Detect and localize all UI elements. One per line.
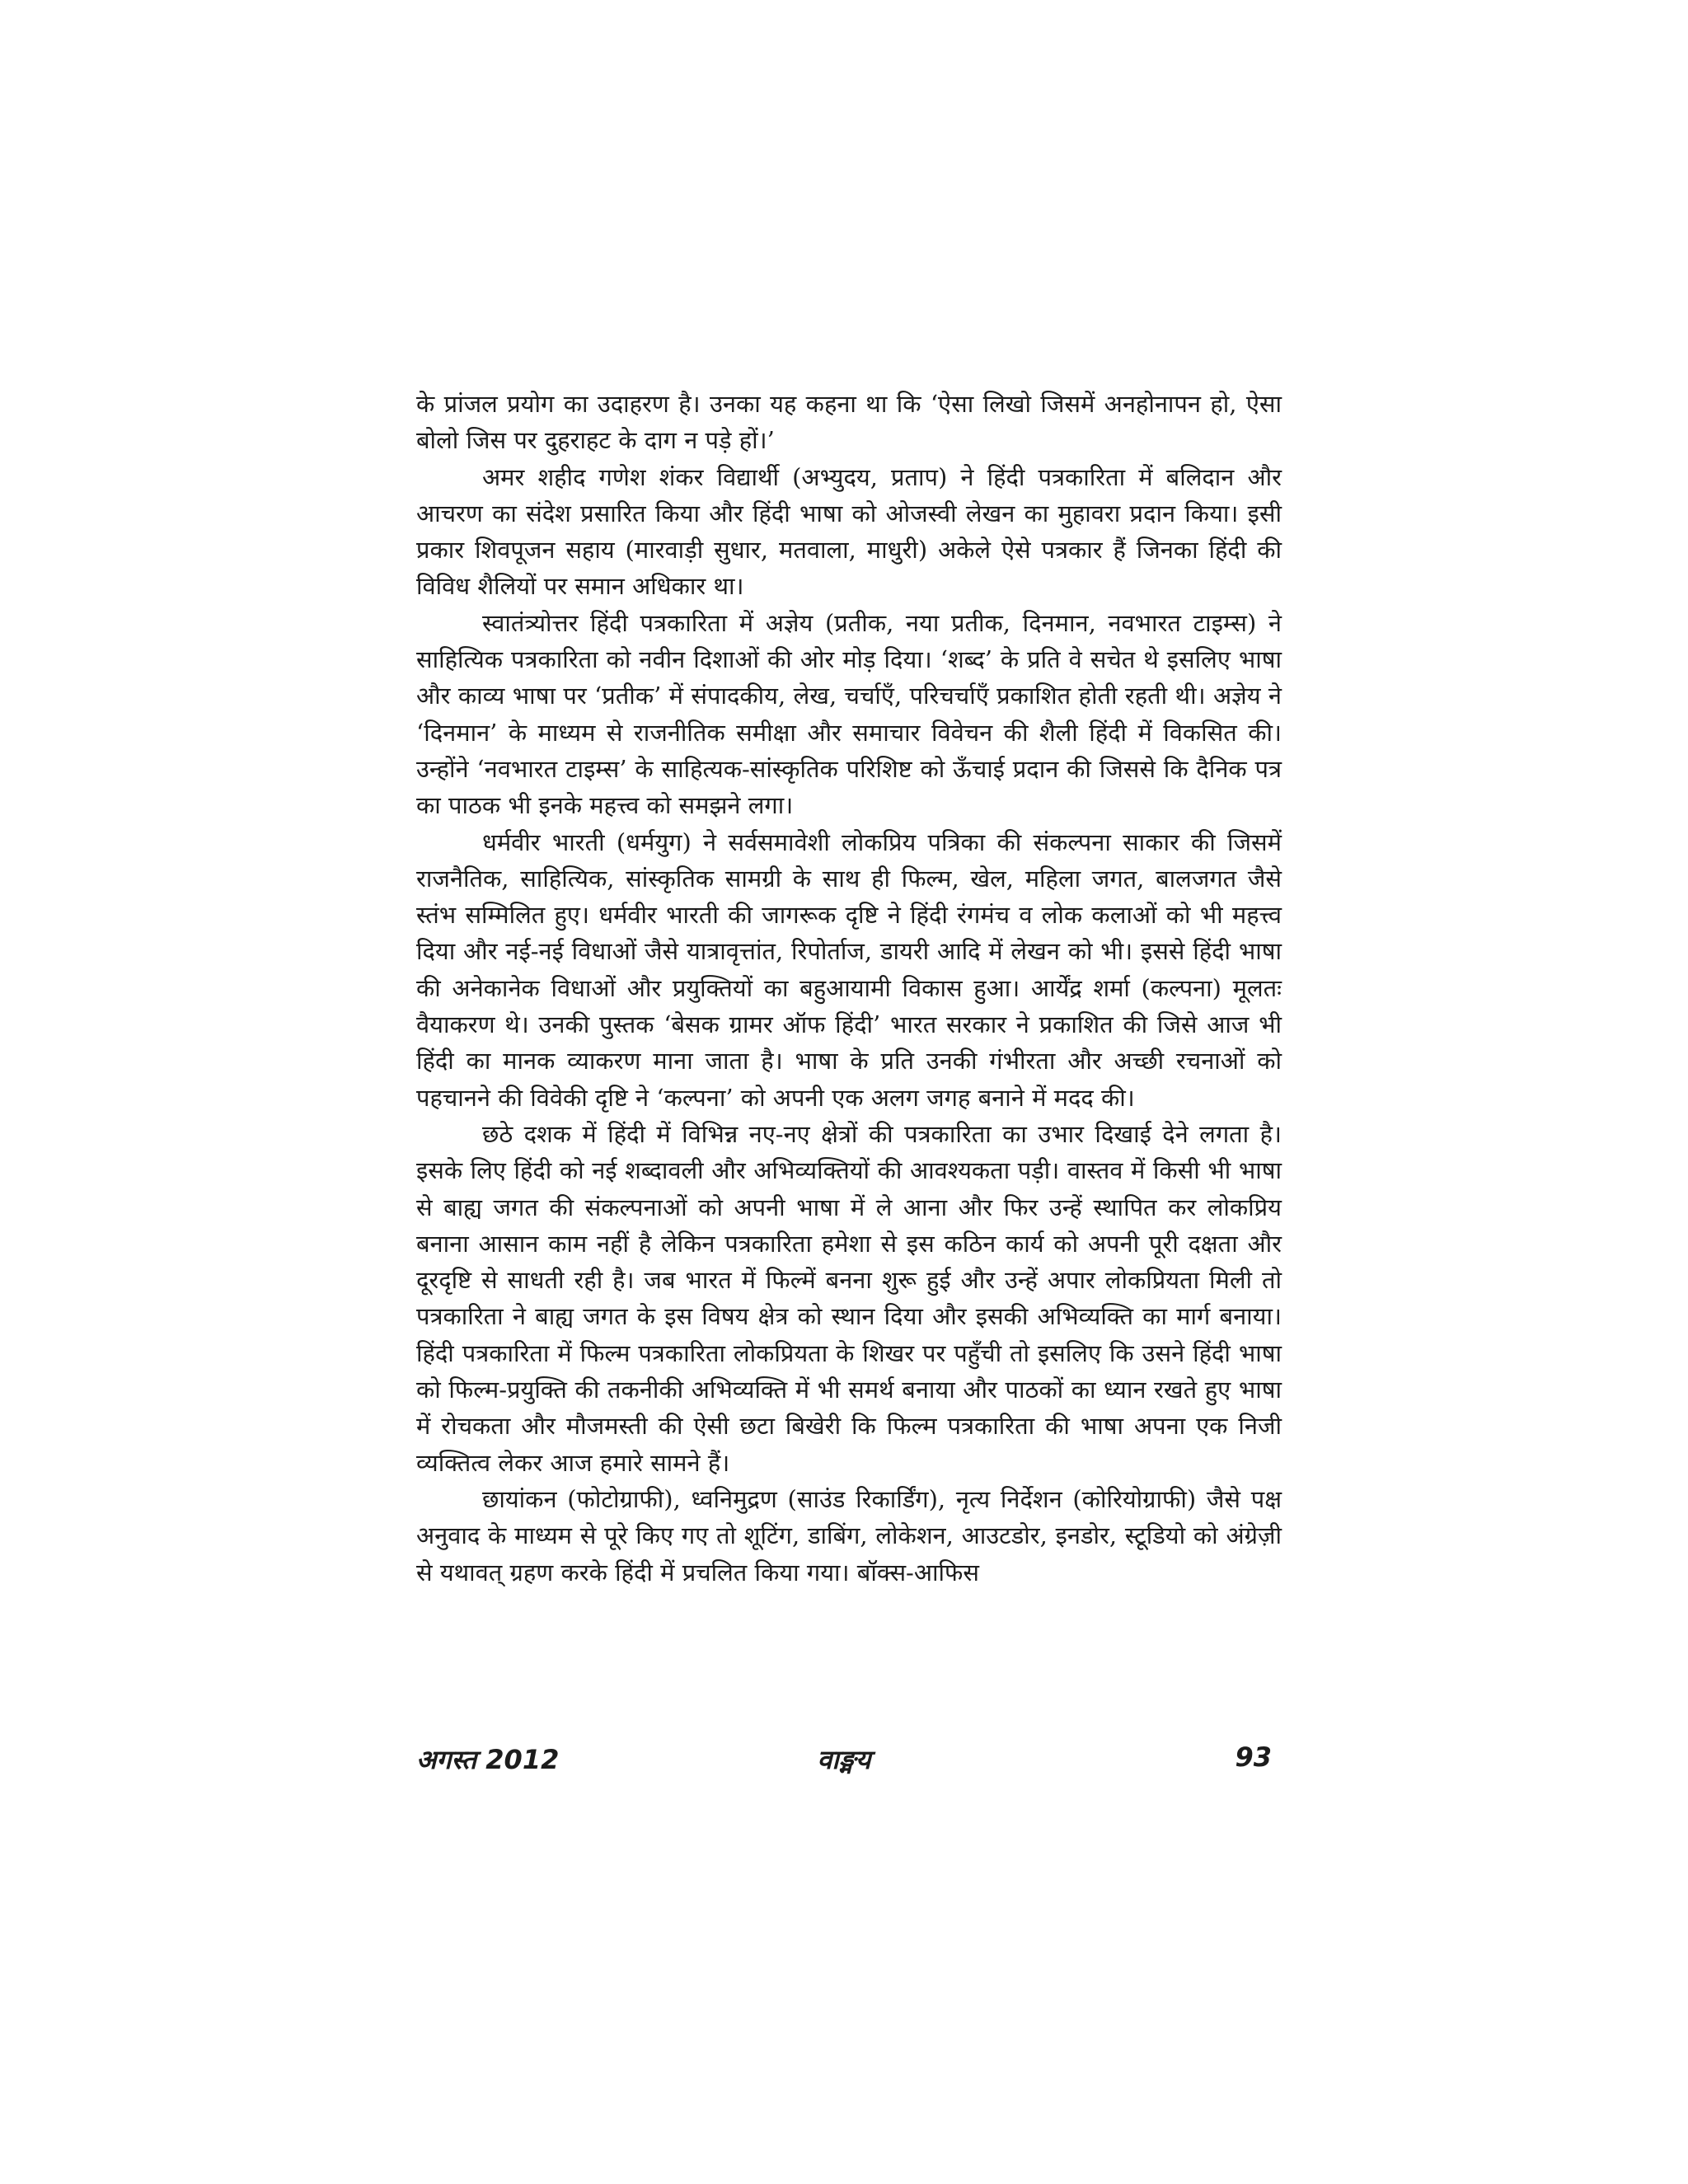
body-text: [416, 386, 1282, 1591]
page-footer: [416, 1741, 1272, 1783]
paragraph-ganesh-shankar-vidyarthi: अमर शहीद गणेश शंकर विद्यार्थी (अभ्युदय, प्रताप) ने हिंदी पत्रकारिता में बलिदान और आचरण का संदेश प्रसारित किया और हिंदी भाषा को ओजस्वी लेखन का मुहावरा प्रदान किया। इसी प्रकार शिवपूजन सहाय (मारवाड़ी सुधार, मतवाला, माधुरी) अकेले ऐसे पत्रकार हैं जिनका हिंदी की विविध शैलियों पर समान अधिकार था।: [416, 462, 1282, 601]
footer-journal-title: वाङ्मय: [817, 1744, 871, 1775]
paragraph-film-terminology: छायांकन (फोटोग्राफी), ध्वनिमुद्रण (साउंड रिकार्डिंग), नृत्य निर्देशन (कोरियोग्राफी) जैसे पक्ष अनुवाद के माध्यम से पूरे किए गए तो शूटिंग, डाबिंग, लोकेशन, आउटडोर, इनडोर, स्टूडियो को अंग्रेज़ी से यथावत् ग्रहण करके हिंदी में प्रचलित किया गया। बॉक्स-आफिस: [416, 1484, 1282, 1586]
page-number: 93: [1235, 1741, 1272, 1773]
paragraph-continuation: के प्रांजल प्रयोग का उदाहरण है। उनका यह कहना था कि ‘ऐसा लिखो जिसमें अनहोनापन हो, ऐसा बोलो जिस पर दुहराहट के दाग न पड़े हों।’: [416, 390, 1282, 455]
paragraph-dharmveer-bharati: धर्मवीर भारती (धर्मयुग) ने सर्वसमावेशी लोकप्रिय पत्रिका की संकल्पना साकार की जिसमें राजनैतिक, साहित्यिक, सांस्कृतिक सामग्री के साथ ही फिल्म, खेल, महिला जगत, बालजगत जैसे स्तंभ सम्मिलित हुए। धर्मवीर भारती की जागरूक दृष्टि ने हिंदी रंगमंच व लोक कलाओं को भी महत्त्व दिया और नई-नई विधाओं जैसे यात्रावृत्तांत, रिपोर्ताज, डायरी आदि में लेखन को भी। इससे हिंदी भाषा की अनेकानेक विधाओं और प्रयुक्तियों का बहुआयामी विकास हुआ। आर्येंद्र शर्मा (कल्पना) मूलतः वैयाकरण थे। उनकी पुस्तक ‘बेसक ग्रामर ऑफ हिंदी’ भारत सरकार ने प्रकाशित की जिसे आज भी हिंदी का मानक व्याकरण माना जाता है। भाषा के प्रति उनकी गंभीरता और अच्छी रचनाओं को पहचानने की विवेकी दृष्टि ने ‘कल्पना’ को अपनी एक अलग जगह बनाने में मदद की।: [416, 827, 1282, 1112]
footer-date: अगस्त 2012: [416, 1744, 560, 1775]
paragraph-film-journalism: छठे दशक में हिंदी में विभिन्न नए-नए क्षेत्रों की पत्रकारिता का उभार दिखाई देने लगता है। इसके लिए हिंदी को नई शब्दावली और अभिव्यक्तियों की आवश्यकता पड़ी। वास्तव में किसी भी भाषा से बाह्य जगत की संकल्पनाओं को अपनी भाषा में ले आना और फिर उन्हें स्थापित कर लोकप्रिय बनाना आसान काम नहीं है लेकिन पत्रकारिता हमेशा से इस कठिन कार्य को अपनी पूरी दक्षता और दूरदृष्टि से साधती रही है। जब भारत में फिल्में बनना शुरू हुई और उन्हें अपार लोकप्रियता मिली तो पत्रकारिता ने बाह्य जगत के इस विषय क्षेत्र को स्थान दिया और इसकी अभिव्यक्ति का मार्ग बनाया। हिंदी पत्रकारिता में फिल्म पत्रकारिता लोकप्रियता के शिखर पर पहुँची तो इसलिए कि उसने हिंदी भाषा को फिल्म-प्रयुक्ति की तकनीकी अभिव्यक्ति में भी समर्थ बनाया और पाठकों का ध्यान रखते हुए भाषा में रोचकता और मौजमस्ती की ऐसी छटा बिखेरी कि फिल्म पत्रकारिता की भाषा अपना एक निजी व्यक्तित्व लेकर आज हमारे सामने हैं।: [416, 1119, 1282, 1477]
paragraph-agyeya: स्वातंत्र्योत्तर हिंदी पत्रकारिता में अज्ञेय (प्रतीक, नया प्रतीक, दिनमान, नवभारत टाइम्स) ने साहित्यिक पत्रकारिता को नवीन दिशाओं की ओर मोड़ दिया। ‘शब्द’ के प्रति वे सचेत थे इसलिए भाषा और काव्य भाषा पर ‘प्रतीक’ में संपादकीय, लेख, चर्चाएँ, परिचर्चाएँ प्रकाशित होती रहती थी। अज्ञेय ने ‘दिनमान’ के माध्यम से राजनीतिक समीक्षा और समाचार विवेचन की शैली हिंदी में विकसित की। उन्होंने ‘नवभारत टाइम्स’ के साहित्यक-सांस्कृतिक परिशिष्ट को ऊँचाई प्रदान की जिससे कि दैनिक पत्र का पाठक भी इनके महत्त्व को समझने लगा।: [416, 608, 1282, 820]
